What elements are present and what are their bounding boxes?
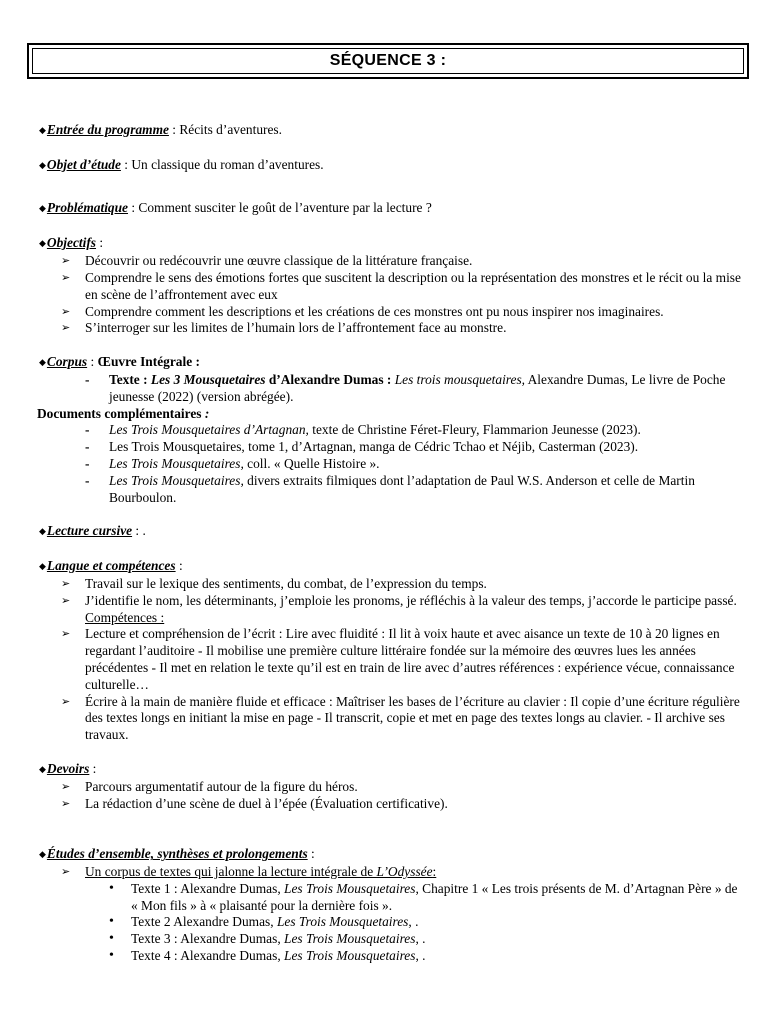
list-item [85,439,744,456]
spacer [39,744,744,761]
diamond-bullet-icon: ◆ [39,527,46,538]
section-corpus [39,354,744,372]
section-entree [39,122,744,140]
section-etudes [39,846,744,864]
section-problematique [39,200,744,218]
devoirs-list [39,779,744,813]
list-item-text: La rédaction d’une scène de duel à l’épée (Évaluation certificative). [85,795,448,811]
section-label: Objectifs [46,235,97,251]
competences-label: Compétences : [85,609,165,625]
textes-list [39,881,744,965]
arrow-bullet-icon: ➢ [61,694,71,708]
diamond-bullet-icon: ◆ [39,239,46,250]
dot-bullet-icon: • [109,914,114,930]
section-langue [39,558,744,576]
diamond-bullet-icon: ◆ [39,203,46,214]
list-item [109,948,744,965]
section-label: Études d’ensemble, synthèses et prolongements [46,846,308,862]
dot-bullet-icon: • [109,931,114,947]
document-title: Les Trois Mousquetaires, [109,455,244,471]
texte-title: Les Trois Mousquetaires [284,880,416,896]
diamond-bullet-icon: ◆ [39,764,46,775]
list-item-text: Écrire à la main de manière fluide et efficace : Maîtriser les bases de l’écriture au clavier : Il copie d’une écriture régulière des textes longs en initiant la mise en page - Il transcrit, copie et met en page des textes longs au clavier. - Il archive ses travaux. [85,693,740,743]
list-item [61,864,744,881]
corpus-intro: Un corpus de textes qui jalonne la lecture intégrale de [85,864,377,880]
title-box-inner [32,48,744,74]
page-title: SÉQUENCE 3 : [329,52,447,69]
list-item [61,269,744,304]
texte-details: , . [415,931,426,947]
list-item [61,320,744,337]
list-item [61,795,744,813]
document-details: coll. « Quelle Histoire ». [243,455,380,471]
section-sep: : [175,558,183,574]
dot-bullet-icon: • [109,880,114,896]
section-label: Problématique [46,199,129,215]
dot-bullet-icon: • [109,948,114,964]
section-label: Objet d’étude [46,156,121,172]
arrow-bullet-icon: ➢ [61,270,71,284]
spacer [39,217,744,235]
objectifs-list [39,253,744,337]
diamond-bullet-icon: ◆ [39,562,46,573]
spacer [39,175,744,200]
section-objet [39,157,744,175]
title-box [27,43,749,79]
texte-prefix: Texte 1 : Alexandre Dumas, [131,880,285,896]
documents-list [39,422,744,506]
document-details: Les Trois Mousquetaires, tome 1, d’Artagnan, manga de Cédric Tchao et Néjib, Casterman (2023). [109,439,639,455]
list-item-text: Parcours argumentatif autour de la figure du héros. [85,778,358,794]
section-objectifs [39,235,744,253]
list-item-text: J’identifie le nom, les déterminants, j’emploie les pronoms, je réfléchis à la valeur des temps, j’accorde le participe passé. [85,592,737,608]
texte-prefix: Texte 3 : Alexandre Dumas, [131,931,285,947]
document-title: Les Trois Mousquetaires, [109,472,244,488]
corpus-edition-details: Alexandre Dumas, Le livre de Poche jeunesse (2022) (version abrégée). [109,371,726,404]
diamond-bullet-icon: ◆ [39,160,46,171]
arrow-bullet-icon: ➢ [61,865,71,879]
documents-label: Documents complémentaires [37,405,202,421]
dash-bullet-icon: - [85,472,90,488]
corpus-intro-end: : [432,864,437,880]
diamond-bullet-icon: ◆ [39,850,46,861]
list-item-text: Découvrir ou redécouvrir une œuvre classique de la littérature française. [85,253,473,269]
corpus-texte-prefix: Texte : [109,371,151,387]
arrow-bullet-icon: ➢ [61,593,71,607]
corpus-book-title: Les 3 Mousquetaires [150,371,266,387]
arrow-bullet-icon: ➢ [61,304,71,318]
spacer [39,541,744,558]
etudes-list [39,864,744,881]
section-text: : Comment susciter le goût de l’aventure par la lecture ? [128,199,432,215]
section-text: : . [132,523,146,539]
list-item [39,304,744,321]
dash-bullet-icon: - [85,371,90,387]
arrow-bullet-icon: ➢ [61,796,71,810]
section-documents [37,406,744,423]
section-sep: : [89,760,97,776]
dash-bullet-icon: - [85,422,90,438]
list-item-text: Comprendre comment les descriptions et les créations de ces monstres ont pu nous inspirer nos imaginaires. [85,303,664,319]
list-item [85,455,744,473]
list-item [85,472,744,507]
section-label: Lecture cursive [46,523,133,539]
arrow-bullet-icon: ➢ [61,576,71,590]
spacer [39,812,744,846]
section-devoirs [39,761,744,779]
spacer [39,337,744,354]
dash-bullet-icon: - [85,455,90,471]
document-content [39,122,744,965]
corpus-author: d’Alexandre Dumas : [265,371,395,387]
corpus-list [39,372,744,406]
texte-prefix: Texte 4 : Alexandre Dumas, [131,948,285,964]
section-label: Devoirs [46,760,90,776]
arrow-bullet-icon: ➢ [61,779,71,793]
section-label: Corpus [46,354,88,370]
document-details: texte de Christine Féret-Fleury, Flammarion Jeunesse (2023). [308,422,641,438]
langue-list [39,576,744,744]
texte-details: , . [415,948,426,964]
corpus-intro-title: L’Odyssée [376,864,433,880]
document-title: Les Trois Mousquetaires d’Artagnan, [109,422,309,438]
arrow-bullet-icon: ➢ [61,627,71,641]
texte-details: , . [408,914,419,930]
arrow-bullet-icon: ➢ [61,321,71,335]
list-item [61,693,744,744]
list-item [85,610,744,627]
section-text: : Récits d’aventures. [168,122,282,137]
list-item [109,914,744,931]
dash-bullet-icon: - [85,439,90,455]
list-item [85,422,744,439]
texte-title: Les Trois Mousquetaires [284,931,416,947]
texte-title: Les Trois Mousquetaires [284,948,416,964]
corpus-heading: Œuvre Intégrale : [97,354,200,370]
list-item [61,592,744,610]
section-sep: : [307,846,315,862]
corpus-edition-title: Les trois mousquetaires, [394,371,526,387]
document-details: divers extraits filmiques dont l’adaptation de Paul W.S. Anderson et celle de Martin Bourboulon. [109,472,695,505]
list-item [61,253,744,270]
list-item [61,626,744,693]
section-lecture [39,523,744,541]
list-item-text: Lecture et compréhension de l’écrit : Lire avec fluidité : Il lit à voix haute et avec aisance un texte de 10 à 20 lignes en regardant l’auditoire - Il mobilise une première culture littéraire fondée sur la mémoire des œuvres lues les années précédentes - Il met en relation le texte qu’il est en train de lire avec d’autres références : expérience vécue, connaissance culturelle… [85,626,735,692]
section-text: : Un classique du roman d’aventures. [120,156,324,172]
texte-prefix: Texte 2 Alexandre Dumas, [131,914,277,930]
list-item [61,575,744,593]
texte-details: , Chapitre 1 « Les trois présents de M. d’Artagnan Père » de « Mon fils » à « plaisanté pour la dernière fois ». [131,880,738,913]
section-label: Entrée du programme [46,122,169,137]
spacer [39,140,744,157]
list-item-text: Travail sur le lexique des sentiments, du combat, de l’expression du temps. [85,575,487,591]
spacer [39,506,744,523]
section-label: Langue et compétences [46,558,176,574]
list-item-text: S’interroger sur les limites de l’humain lors de l’affrontement face au monstre. [85,320,507,336]
section-sep: : [201,405,210,421]
list-item [61,778,744,796]
diamond-bullet-icon: ◆ [39,126,46,136]
section-sep: : [96,235,104,251]
arrow-bullet-icon: ➢ [61,254,71,268]
texte-title: Les Trois Mousquetaires [276,914,409,930]
list-item [109,931,744,948]
list-item [109,880,744,915]
list-item [85,371,744,406]
diamond-bullet-icon: ◆ [39,358,46,369]
section-sep: : [87,354,98,370]
list-item-text: Comprendre le sens des émotions fortes que suscitent la description ou la représentation des monstres et le récit ou la mise en scène de l’affrontement avec eux [85,269,741,302]
